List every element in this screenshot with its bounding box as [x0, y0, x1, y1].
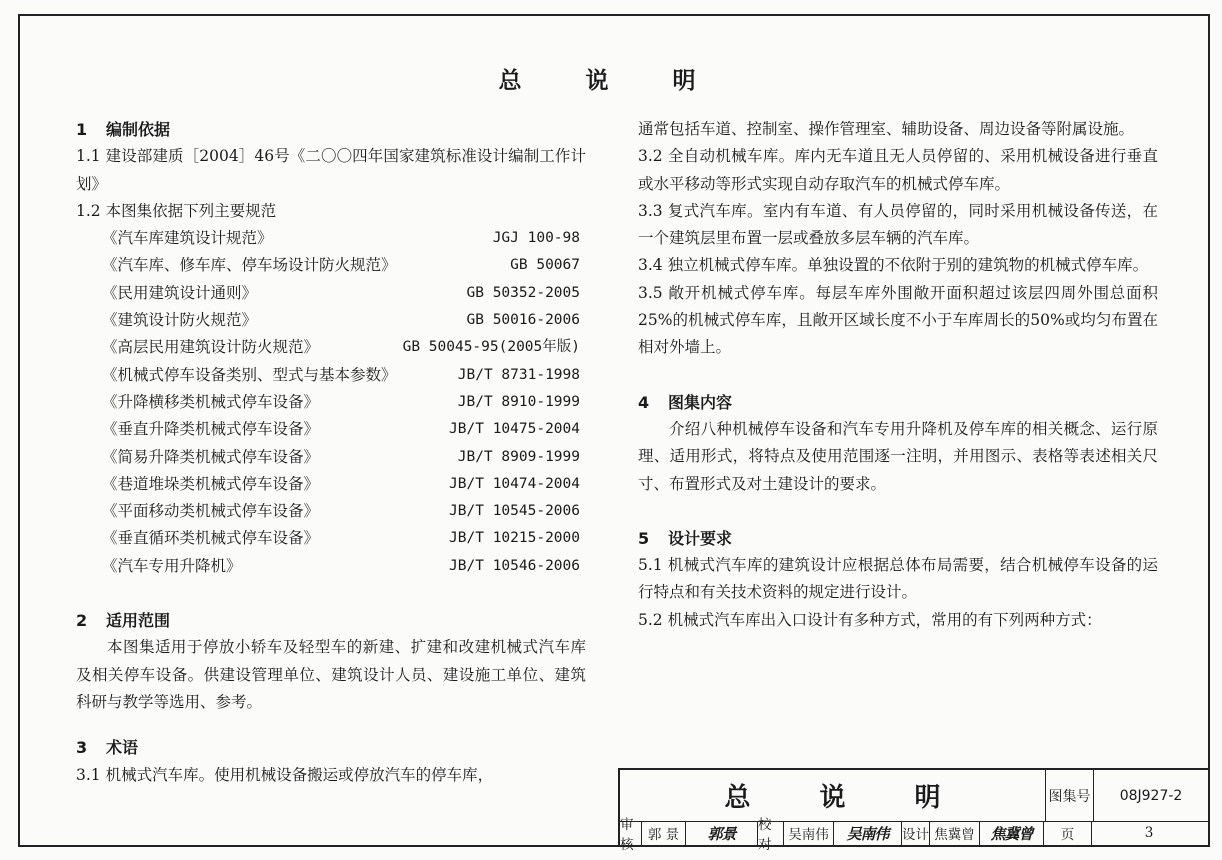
spacer	[76, 580, 586, 607]
title-block-top-row	[620, 770, 1208, 822]
standard-name: 《汽车库、修车库、停车场设计防火规范》	[102, 256, 397, 275]
standard-name: 《垂直升降类机械式停车设备》	[102, 420, 320, 439]
section-1-heading	[76, 116, 586, 143]
standard-code: GB 50045-95(2005年版)	[402, 339, 580, 356]
review-signature: 郭景	[686, 821, 758, 845]
standard-row	[76, 444, 586, 471]
standard-code: GB 50352-2005	[466, 284, 580, 301]
standard-name: 《建筑设计防火规范》	[102, 311, 258, 330]
design-signature: 焦冀曾	[980, 821, 1044, 845]
atlas-number: 08J927-2	[1119, 787, 1183, 804]
right-column	[638, 116, 1158, 634]
clause-3-2: 3.2 全自动机械车库。库内无车道且无人员停留的、采用机械设备进行垂直或水平移动等形式实现自动存取汽车的机械式停车库。	[638, 147, 1158, 193]
check-name: 吴南伟	[784, 821, 834, 845]
section-2-number: 2	[76, 611, 88, 631]
standard-row	[76, 362, 586, 389]
spacer	[76, 716, 586, 734]
standard-row	[76, 416, 586, 443]
clause-1-1: 1.1 建设部建质［2004］46号《二〇〇四年国家建筑标准设计编制工作计划》	[76, 147, 586, 193]
standard-name: 《升降横移类机械式停车设备》	[102, 392, 320, 411]
standard-code: JGJ 100-98	[492, 230, 580, 247]
section-1-title: 编制依据	[106, 120, 171, 139]
standard-row	[76, 553, 586, 580]
section-1-number: 1	[76, 120, 88, 139]
standard-code: JB/T 10475-2004	[449, 421, 580, 438]
standard-name: 《民用建筑设计通则》	[102, 283, 258, 302]
title-block-title: 总 说 明	[620, 770, 1046, 821]
standard-code: JB/T 8910-1999	[457, 393, 580, 410]
standard-name: 《汽车专用升降机》	[102, 556, 242, 575]
clause-5-2: 5.2 机械式汽车库出入口设计有多种方式，常用的有下列两种方式：	[638, 610, 1102, 629]
standard-row	[76, 525, 586, 552]
standard-code: JB/T 10545-2006	[449, 503, 580, 520]
section-3-title: 术语	[106, 738, 139, 758]
standard-code: GB 50067	[510, 257, 580, 274]
section-5-title: 设计要求	[668, 528, 733, 548]
clause-5-1: 5.1 机械式汽车库的建筑设计应根据总体布局需要，结合机械停车设备的运行特点和有关技术资料的规定进行设计。	[638, 556, 1158, 602]
section-5-number: 5	[638, 528, 650, 548]
standard-row	[76, 334, 586, 361]
section-4-body: 介绍八种机械停车设备和汽车专用升降机及停车库的相关概念、运行原理、适用形式，将特点及使用范围逐一注明，并用图示、表格等表述相关尺寸、布置形式及对土建设计的要求。	[638, 419, 1158, 493]
standard-row	[76, 252, 586, 279]
standard-row	[76, 389, 586, 416]
standard-row	[76, 307, 586, 334]
standard-name: 《汽车库建筑设计规范》	[102, 229, 273, 248]
clause-1-2: 1.2 本图集依据下列主要规范	[76, 201, 277, 220]
standard-row	[76, 471, 586, 498]
design-name: 焦冀曾	[930, 821, 980, 845]
standard-code: JB/T 10474-2004	[449, 475, 580, 492]
section-2-body: 本图集适用于停放小轿车及轻型车的新建、扩建和改建机械式汽车库及相关停车设备。供建设管理单位、建筑设计人员、建设施工单位、建筑科研与教学等选用、参考。	[76, 638, 586, 711]
spacer	[638, 498, 1158, 525]
clause-3-4: 3.4 独立机械式停车库。单独设置的不依附于别的建筑物的机械式停车库。	[638, 256, 1149, 275]
clause-3-3: 3.3 复式汽车库。室内有车道、有人员停留的，同时采用机械设备传送，在一个建筑层里布置一层或叠放多层车辆的汽车库。	[638, 201, 1158, 248]
atlas-number-label: 图集号	[1046, 770, 1094, 821]
check-signature: 吴南伟	[834, 821, 902, 845]
standard-row	[76, 225, 586, 252]
standard-row	[76, 498, 586, 525]
standard-name: 《平面移动类机械式停车设备》	[102, 502, 320, 521]
clause-3-1-continued: 通常包括车道、控制室、操作管理室、辅助设备、周边设备等附属设施。	[638, 120, 1135, 138]
section-2-title: 适用范围	[106, 611, 171, 631]
section-3-number: 3	[76, 738, 88, 758]
standard-code: GB 50016-2006	[466, 312, 580, 329]
left-column	[76, 116, 586, 789]
standard-code: JB/T 8909-1999	[457, 448, 580, 465]
standard-name: 《高层民用建筑设计防火规范》	[102, 338, 320, 357]
design-label: 设计	[902, 821, 930, 845]
page-title: 总 说 明	[498, 68, 724, 94]
standard-name: 《机械式停车设备类别、型式与基本参数》	[102, 365, 397, 384]
review-name: 郭 景	[642, 821, 686, 845]
standards-list	[76, 225, 586, 580]
standard-code: JB/T 10546-2006	[449, 557, 580, 574]
standard-name: 《巷道堆垛类机械式停车设备》	[102, 474, 320, 493]
title-block	[618, 768, 1208, 853]
section-2-heading	[76, 607, 586, 634]
standard-name: 《简易升降类机械式停车设备》	[102, 447, 320, 466]
spacer	[638, 362, 1158, 389]
check-label: 校对	[758, 821, 784, 845]
page-label: 页	[1044, 821, 1092, 845]
review-label: 审核	[620, 821, 642, 845]
section-4-heading	[638, 389, 1158, 416]
clause-3-5: 3.5 敞开机械式停车库。每层车库外围敞开面积超过该层四周外围总面积25%的机械式停车库，且敞开区域长度不小于车库周长的50%或均匀布置在相对外墙上。	[638, 283, 1158, 357]
standard-code: JB/T 10215-2000	[449, 530, 580, 547]
clause-3-1: 3.1 机械式汽车库。使用机械设备搬运或停放汽车的停车库，	[76, 765, 494, 784]
standard-code: JB/T 8731-1998	[457, 366, 580, 383]
section-4-number: 4	[638, 392, 650, 412]
title-block-signature-row	[620, 817, 1208, 853]
section-3-heading	[76, 734, 586, 761]
standard-row	[76, 280, 586, 307]
page-number: 3	[1144, 825, 1154, 841]
section-5-heading	[638, 525, 1158, 552]
standard-name: 《垂直循环类机械式停车设备》	[102, 529, 320, 548]
section-4-title: 图集内容	[668, 392, 733, 412]
